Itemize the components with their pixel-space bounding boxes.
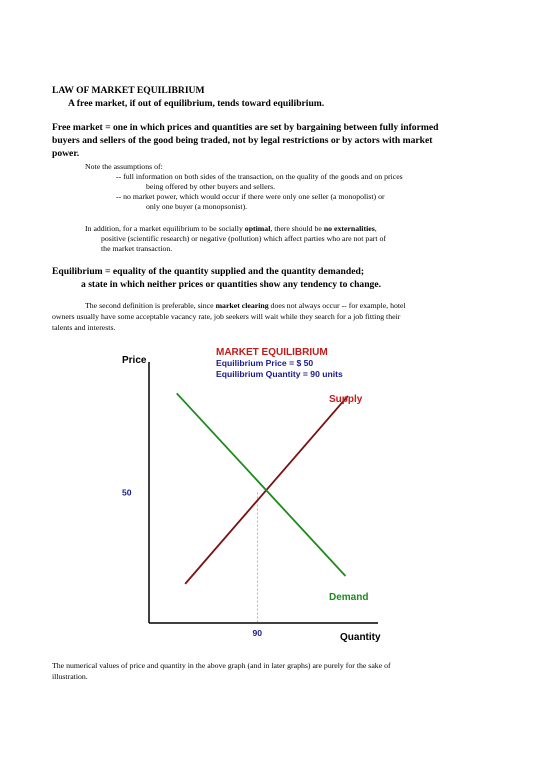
optimal-line-1: In addition, for a market equilibrium to be socially optimal, there should be no externalities,: [85, 224, 377, 233]
doc-subtitle: A free market, if out of equilibrium, tends toward equilibrium.: [68, 98, 325, 109]
demand-label: Demand: [329, 592, 369, 603]
equilibrium-quantity-tick-label: 90: [252, 628, 263, 638]
optimal-line-2: positive (scientific research) or negative (pollution) which affect parties who are not part of: [101, 234, 386, 243]
assumption-2-line-2: only one buyer (a monopsonist).: [146, 202, 248, 211]
doc-title: LAW OF MARKET EQUILIBRIUM: [52, 85, 205, 96]
chart-title: MARKET EQUILIBRIUM: [216, 347, 328, 358]
chart-subtitle-quantity: Equilibrium Quantity = 90 units: [216, 369, 343, 379]
x-axis-label: Quantity: [340, 632, 381, 643]
clearing-line-1: The second definition is preferable, since market clearing does not always occur -- for example, hotel: [85, 301, 406, 310]
market-equilibrium-chart: [110, 340, 400, 645]
free-market-line-3: power.: [52, 148, 80, 159]
equilibrium-price-tick-label: 50: [122, 487, 132, 498]
y-axis-label: Price: [122, 355, 147, 366]
clearing-line-2: owners usually have some acceptable vacancy rate, job seekers will wait while they search for a job fitting their: [52, 312, 401, 321]
clearing-line-3: talents and interests.: [52, 323, 116, 332]
demand-curve: [177, 393, 346, 576]
equilibrium-def-line-1: Equilibrium = equality of the quantity supplied and the quantity demanded;: [52, 266, 365, 277]
equilibrium-def-line-2: a state in which neither prices or quantities show any tendency to change.: [81, 279, 381, 290]
assumptions-heading: Note the assumptions of:: [85, 162, 163, 171]
free-market-line-1: Free market = one in which prices and quantities are set by bargaining between fully informed: [52, 122, 439, 133]
assumption-1-line-1: -- full information on both sides of the transaction, on the quality of the goods and on prices: [116, 172, 403, 181]
footnote-line-2: illustration.: [52, 672, 88, 681]
chart-subtitle-price: Equilibrium Price = $ 50: [216, 358, 314, 368]
free-market-line-2: buyers and sellers of the good being traded, not by legal restrictions or by actors with market: [52, 135, 433, 146]
footnote-line-1: The numerical values of price and quantity in the above graph (and in later graphs) are purely for the sake of: [52, 661, 391, 670]
supply-label: Supply: [329, 394, 363, 405]
assumption-2-line-1: -- no market power, which would occur if there were only one seller (a monopolist) or: [116, 192, 385, 201]
optimal-line-3: the market transaction.: [101, 244, 173, 253]
assumption-1-line-2: being offered by other buyers and sellers.: [146, 182, 276, 191]
